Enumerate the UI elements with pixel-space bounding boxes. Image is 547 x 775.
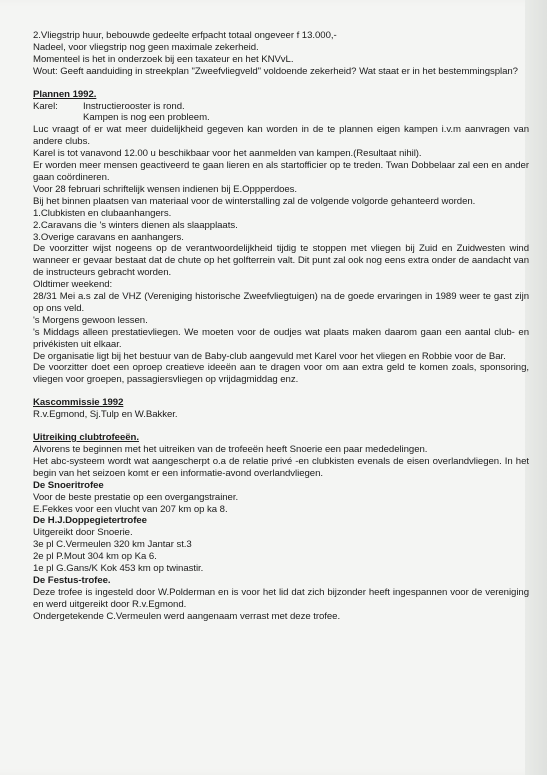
- list-item: 2.Caravans die 's winters dienen als slaapplaats.: [33, 219, 238, 231]
- paragraph: 28/31 Mei a.s zal de VHZ (Vereniging historische Zweefvliegtuigen) na de goede ervaringen in 1989 weer te gast zijn op ons veld.: [33, 291, 529, 314]
- list-item: 1.Clubkisten en clubaanhangers.: [33, 207, 172, 219]
- paragraph: Luc vraagt of er wat meer duidelijkheid gegeven kan worden in de te plannen eigen kampen i.v.m aanvragen van andere clubs.: [33, 124, 529, 148]
- list-item: 3.Overige caravans en aanhangers.: [33, 231, 184, 243]
- trophy-heading-doppegieter: De H.J.Doppegietertrofee: [33, 515, 147, 527]
- intro-line: Wout: Geeft aanduiding in streekplan "Zweefvliegveld" voldoende zekerheid? Wat staat er in het bestemmingsplan?: [33, 65, 518, 77]
- kascommissie-members: R.v.Egmond, Sj.Tulp en W.Bakker.: [33, 409, 178, 421]
- spacer: [33, 421, 529, 432]
- trophy-line: 3e pl C.Vermeulen 320 km Jantar st.3: [33, 539, 192, 551]
- trophy-heading-festus: De Festus-trofee.: [33, 574, 111, 586]
- intro-line: Nadeel, voor vliegstrip nog geen maximale zekerheid.: [33, 41, 259, 53]
- trophy-line: Uitgereikt door Snoerie.: [33, 527, 133, 539]
- paragraph: Alvorens te beginnen met het uitreiken van de trofeeën heeft Snoerie een paar mededelingen.: [33, 444, 428, 455]
- paragraph: Het abc-systeem wordt wat aangescherpt o.a de relatie privé -en clubkisten evenals de eisen overlandvliegen. In het begin van het seizoen komt er een informatie-avond overlandvliegen.: [33, 455, 529, 479]
- trophy-line: 1e pl G.Gans/K Kok 453 km op twinastir.: [33, 563, 204, 575]
- subheading-oldtimer: Oldtimer weekend:: [33, 279, 113, 291]
- karel-line: Kampen is nog een probleem.: [83, 112, 210, 124]
- paragraph: De voorzitter wijst nogeens op de verantwoordelijkheid tijdig te stoppen met vliegen bij Zuid en Zuidwesten wind wanneer er gevaar bestaat dat de chute op het golfterrein valt. Dit punt zal ook nog eens extra onder de aandacht van de instructeurs gebracht worden.: [33, 243, 529, 279]
- section-heading-plannen: Plannen 1992.: [33, 88, 97, 100]
- paragraph: De voorzitter doet een oproep creatieve ideeën aan te dragen voor om aan extra geld te komen zoals, sponsoring, vliegen voor groepen, passagiersvliegen op vrijdagmiddag enz.: [33, 362, 529, 386]
- karel-row: [33, 101, 529, 113]
- trophy-line: Voor de beste prestatie op een overgangstrainer.: [33, 491, 239, 503]
- section-heading-uitreiking: Uitreiking clubtrofeeën.: [33, 432, 139, 444]
- intro-line: Momenteel is het in onderzoek bij een taxateur en het KNVvL.: [33, 53, 294, 65]
- paragraph: 's Middags alleen prestatievliegen. We moeten voor de oudjes wat plaats maken daarom gaan een aantal club- en privékisten uit elkaar.: [33, 326, 529, 350]
- spacer: [33, 78, 529, 89]
- paragraph: Karel is tot vanavond 12.00 u beschikbaar voor het aanmelden van kampen.(Resultaat nihil).: [33, 148, 422, 160]
- paragraph: Bij het binnen plaatsen van materiaal voor de winterstalling zal de volgende volgorde gehanteerd worden.: [33, 195, 476, 207]
- section-heading-kascommissie: Kascommissie 1992: [33, 397, 124, 409]
- trophy-line: Deze trofee is ingesteld door W.Polderman en is voor het lid dat zich bijzonder heeft ingespannen voor de vereniging en werd uitgereikt door R.v.Egmond.: [33, 586, 529, 610]
- paragraph: 's Morgens gewoon lessen.: [33, 314, 148, 326]
- trophy-line: E.Fekkes voor een vlucht van 207 km op ka 8.: [33, 503, 228, 515]
- trophy-heading-snoeri: De Snoeritrofee: [33, 479, 104, 491]
- trophy-line: Ondergetekende C.Vermeulen werd aangenaam verrast met deze trofee.: [33, 610, 341, 622]
- intro-line: 2.Vliegstrip huur, bebouwde gedeelte erfpacht totaal ongeveer f 13.000,-: [33, 30, 337, 41]
- document-body: [33, 30, 529, 623]
- paragraph: Voor 28 februari schriftelijk wensen indienen bij E.Oppperdoes.: [33, 183, 298, 195]
- karel-line: Instructierooster is rond.: [83, 100, 185, 112]
- paragraph: Er worden meer mensen geactiveerd te gaan lieren en als startofficier op te treden. Twan Dobbelaar zal een en ander gaan coördineren.: [33, 160, 529, 183]
- spacer: [33, 386, 529, 397]
- trophy-line: 2e pl P.Mout 304 km op Ka 6.: [33, 551, 157, 563]
- speaker-label: Karel:: [33, 100, 58, 112]
- paragraph: De organisatie ligt bij het bestuur van de Baby-club aangevuld met Karel voor het vliegen en Robbie voor de Bar.: [33, 350, 506, 362]
